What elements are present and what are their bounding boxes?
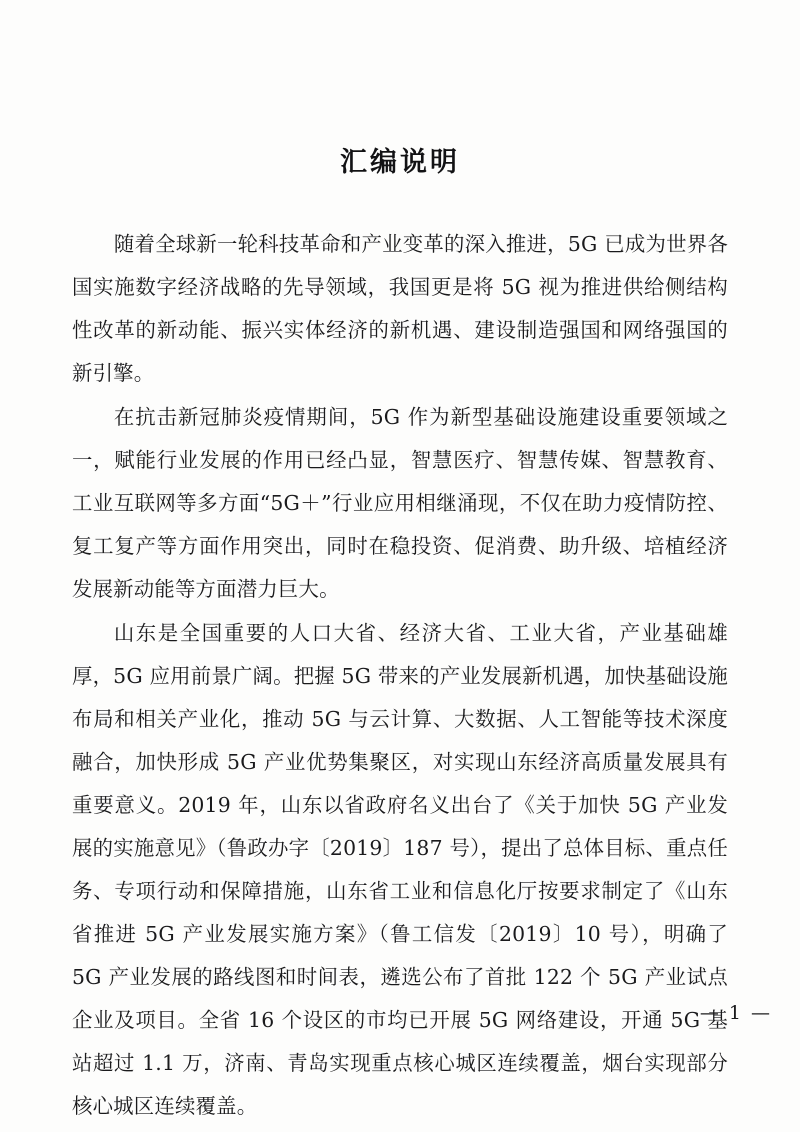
page-content xyxy=(72,0,728,1132)
paragraph: 山东是全国重要的人口大省、经济大省、工业大省，产业基础雄厚，5G 应用前景广阔。把握 5G 带来的产业发展新机遇，加快基础设施布局和相关产业化，推动 5G 与云计算、大数据、人工智能等技术深度融合，加快形成 5G 产业优势集聚区，对实现山东经济高质量发展具有重要意义。2019 年，山东以省政府名义出台了《关于加快 5G 产业发展的实施意见》（鲁政办字〔2019〕187 号），提出了总体目标、重点任务、专项行动和保障措施，山东省工业和信息化厅按要求制定了《山东省推进 5G 产业发展实施方案》（鲁工信发〔2019〕10 号），明确了 5G 产业发展的路线图和时间表，遴选公布了首批 122 个 5G 产业试点企业及项目。全省 16 个设区的市均已开展 5G 网络建设，开通 5G 基站超过 1.1 万，济南、青岛实现重点核心城区连续覆盖，烟台实现部分核心城区连续覆盖。 xyxy=(72,621,728,1118)
paragraph: 随着全球新一轮科技革命和产业变革的深入推进，5G 已成为世界各国实施数字经济战略的先导领域，我国更是将 5G 视为推进供给侧结构性改革的新动能、振兴实体经济的新机遇、建设制造强国和网络强国的新引擎。 xyxy=(72,232,728,385)
paragraph: 在抗击新冠肺炎疫情期间，5G 作为新型基础设施建设重要领域之一，赋能行业发展的作用已经凸显，智慧医疗、智慧传媒、智慧教育、工业互联网等多方面“5G＋”行业应用相继涌现，不仅在助力疫情防控、复工复产等方面作用突出，同时在稳投资、促消费、助升级、培植经济发展新动能等方面潜力巨大。 xyxy=(72,405,728,601)
body-text xyxy=(72,223,728,1128)
page-number: — 1 — xyxy=(699,1002,772,1024)
page-title: 汇编说明 xyxy=(340,147,460,178)
